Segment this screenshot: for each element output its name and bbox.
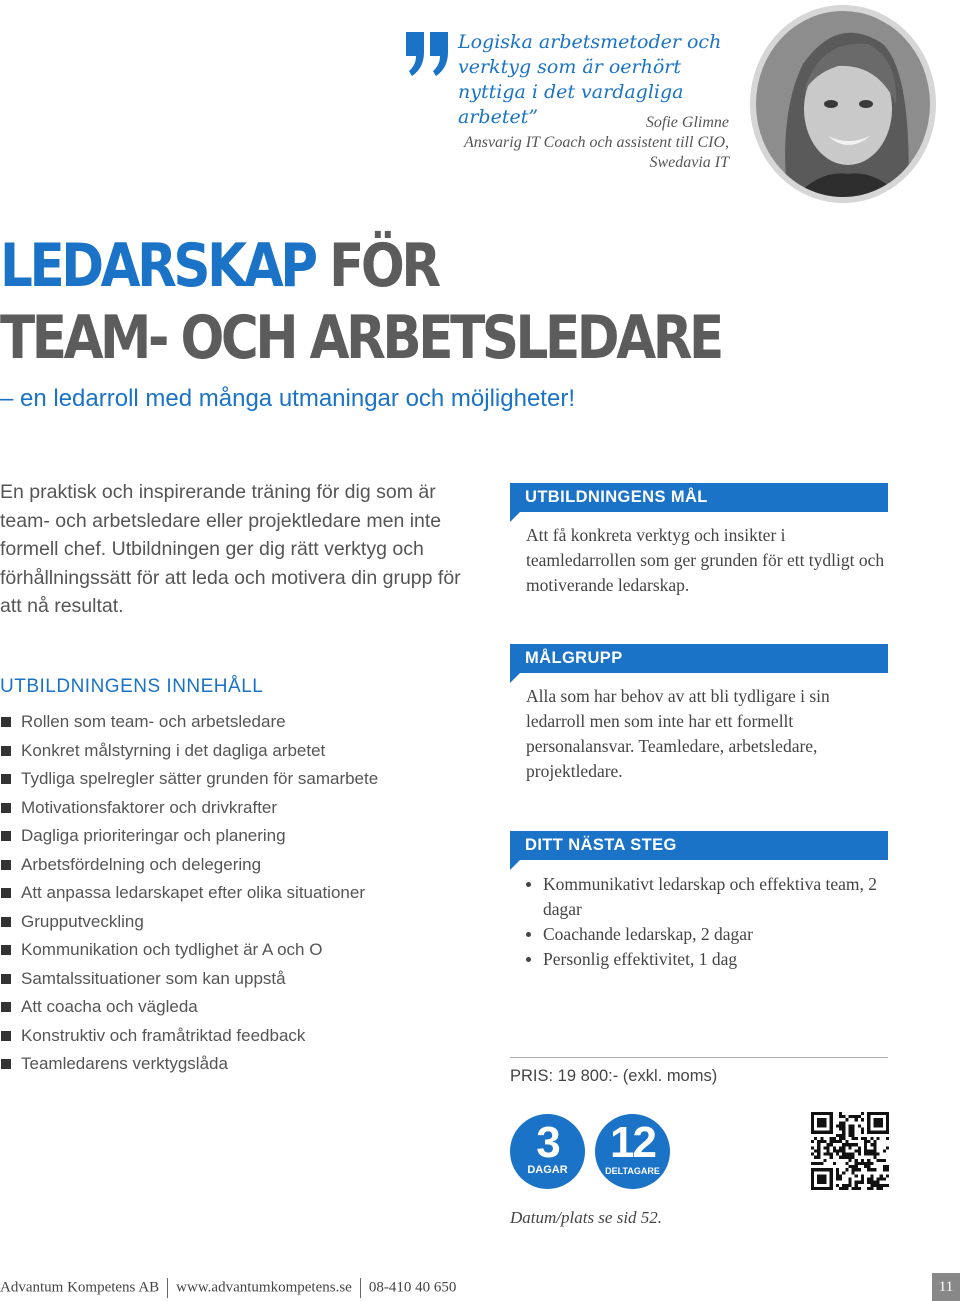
- content-item: Samtalssituationer som kan uppstå: [0, 965, 378, 994]
- content-item: Kommunikation och tydlighet är A och O: [0, 936, 378, 965]
- page-number: 11: [932, 1273, 960, 1301]
- square-bullet-icon: [1, 717, 11, 727]
- next-step-item: Coachande ledarskap, 2 dagar: [526, 922, 888, 947]
- date-place-note: Datum/plats se sid 52.: [510, 1208, 663, 1227]
- round-bullet-icon: [526, 882, 531, 887]
- content-item: Att coacha och vägleda: [0, 993, 378, 1022]
- square-bullet-icon: [1, 945, 11, 955]
- footer-divider: [360, 1278, 361, 1298]
- content-heading: UTBILDNINGENS INNEHÅLL: [0, 676, 264, 697]
- content-item: Motivationsfaktorer och drivkrafter: [0, 794, 378, 823]
- days-label: DAGAR: [527, 1164, 568, 1176]
- content-item: Konstruktiv och framåtriktad feedback: [0, 1022, 378, 1051]
- testimonial-attribution: [440, 113, 729, 173]
- content-item: Dagliga prioriteringar och planering: [0, 822, 378, 851]
- content-item: Konkret målstyrning i det dagliga arbetet: [0, 737, 378, 766]
- footer-divider: [167, 1278, 168, 1298]
- footer-website[interactable]: www.advantumkompetens.se: [176, 1279, 352, 1296]
- square-bullet-icon: [1, 746, 11, 756]
- content-item: Tydliga spelregler sätter grunden för samarbete: [0, 765, 378, 794]
- intro-paragraph: En praktisk och inspirerande träning för dig som är team- och arbetsledare eller projektledare men inte formell chef. Utbildningen ger dig rätt verktyg och förhållningssätt för att leda och motivera din grupp för att nå resultat.: [0, 481, 461, 617]
- title-word-ledarskap: LEDARSKAP: [0, 231, 315, 301]
- footer-company: Advantum Kompetens AB: [0, 1279, 160, 1296]
- content-item: Rollen som team- och arbetsledare: [0, 708, 378, 737]
- square-bullet-icon: [1, 917, 11, 927]
- page-subtitle: – en ledarroll med många utmaningar och möjligheter!: [0, 385, 575, 412]
- testimonial-portrait: [748, 4, 938, 204]
- round-bullet-icon: [526, 932, 531, 937]
- round-bullet-icon: [526, 957, 531, 962]
- heading-notch: [510, 673, 520, 683]
- content-list: [0, 708, 378, 1079]
- footer: [0, 1278, 456, 1298]
- square-bullet-icon: [1, 831, 11, 841]
- testimonial-name: Sofie Glimne: [645, 114, 729, 131]
- heading-notch: [510, 512, 520, 522]
- square-bullet-icon: [1, 774, 11, 784]
- square-bullet-icon: [1, 860, 11, 870]
- price-divider: [510, 1057, 888, 1058]
- participants-label: DELTAGARE: [605, 1166, 660, 1176]
- qr-code-icon[interactable]: [811, 1112, 889, 1190]
- testimonial-company: Swedavia IT: [649, 154, 729, 171]
- testimonial-quote: Logiska arbetsmetoder och verktyg som är oerhört nyttiga i det vardagliga arbetet”: [458, 31, 722, 128]
- audience-heading: MÅLGRUPP: [525, 649, 623, 667]
- page-title-line2: TEAM- OCH ARBETSLEDARE: [0, 303, 721, 373]
- square-bullet-icon: [1, 974, 11, 984]
- next-step-list: [526, 872, 888, 972]
- next-step-heading-bar: [510, 831, 888, 860]
- heading-notch: [510, 860, 520, 870]
- next-step-heading: DITT NÄSTA STEG: [525, 836, 677, 854]
- next-step-item: Kommunikativt ledarskap och effektiva team, 2 dagar: [526, 872, 888, 922]
- content-item: Teamledarens verktygslåda: [0, 1050, 378, 1079]
- goal-heading: UTBILDNINGENS MÅL: [525, 488, 708, 506]
- audience-text: Alla som har behov av att bli tydligare i sin ledarroll men som inte har ett formellt personalansvar. Teamledare, arbetsledare, projektledare.: [526, 686, 830, 781]
- quote-mark-icon: [404, 30, 450, 76]
- square-bullet-icon: [1, 1031, 11, 1041]
- content-item: Arbetsfördelning och delegering: [0, 851, 378, 880]
- content-item: Att anpassa ledarskapet efter olika situationer: [0, 879, 378, 908]
- audience-heading-bar: [510, 644, 888, 673]
- testimonial-role: Ansvarig IT Coach och assistent till CIO,: [463, 134, 729, 151]
- page-title-line1: [0, 231, 438, 301]
- goal-heading-bar: [510, 483, 888, 512]
- next-step-item: Personlig effektivitet, 1 dag: [526, 947, 888, 972]
- square-bullet-icon: [1, 803, 11, 813]
- days-badge: [510, 1114, 585, 1189]
- square-bullet-icon: [1, 888, 11, 898]
- square-bullet-icon: [1, 1059, 11, 1069]
- price-text: PRIS: 19 800:- (exkl. moms): [510, 1067, 718, 1085]
- footer-phone: 08-410 40 650: [368, 1279, 457, 1296]
- content-item: Grupputveckling: [0, 908, 378, 937]
- participants-badge: [595, 1114, 670, 1189]
- title-word-for: FÖR: [314, 231, 438, 301]
- square-bullet-icon: [1, 1002, 11, 1012]
- participants-value: 12: [610, 1118, 655, 1167]
- days-value: 3: [536, 1118, 559, 1167]
- goal-text: Att få konkreta verktyg och insikter i teamledarrollen som ger grunden för ett tydligt och motiverande ledarskap.: [526, 525, 885, 595]
